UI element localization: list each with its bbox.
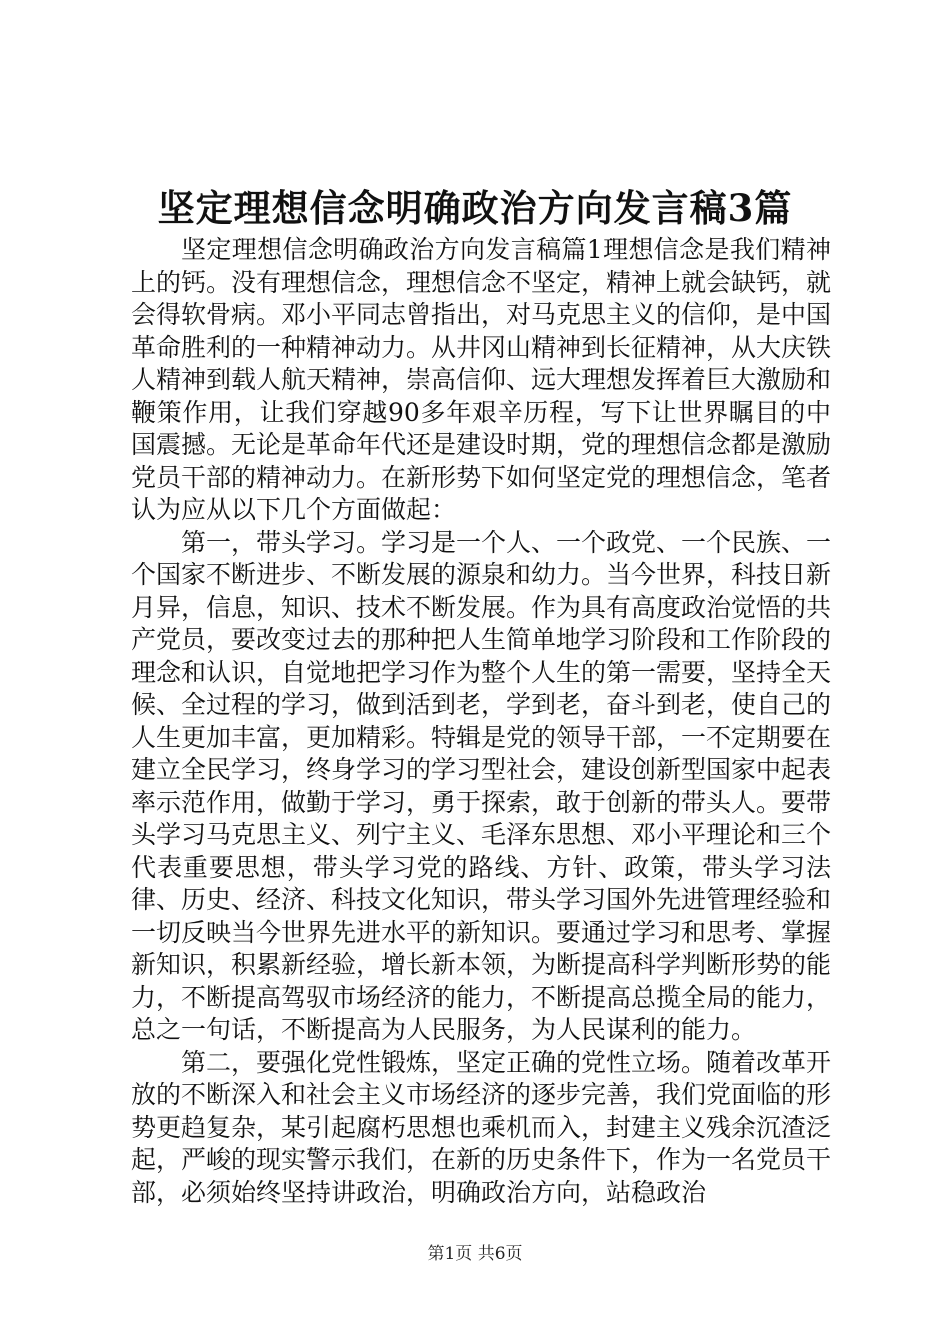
paragraph-second-point: 第二，要强化党性锻炼，坚定正确的党性立场。随着改革开放的不断深入和社会主义市场经济的逐步完善，我们党面临的形势更趋复杂，某引起腐朽思想也乘机而入，封建主义残余沉渣泛起，严峻的现实警示我们，在新的历史条件下，作为一名党员干部，必须始终坚持讲政治，明确政治方向，站稳政治	[131, 1047, 832, 1207]
paragraph-first-point: 第一，带头学习。学习是一个人、一个政党、一个民族、一个国家不断进步、不断发展的源泉和幼力。当今世界，科技日新月异，信息，知识、技术不断发展。作为具有高度政治觉悟的共产党员，要改变过去的那种把人生简单地学习阶段和工作阶段的理念和认识，自觉地把学习作为整个人生的第一需要，坚持全天候、全过程的学习，做到活到老，学到老，奋斗到老，使自己的人生更加丰富，更加精彩。特辑是党的领导干部，一不定期要在建立全民学习，终身学习的学习型社会，建设创新型国家中起表率示范作用，做勤于学习，勇于探索，敢于创新的带头人。要带头学习马克思主义、列宁主义、毛泽东思想、邓小平理论和三个代表重要思想，带头学习党的路线、方针、政策，带头学习法律、历史、经济、科技文化知识，带头学习国外先进管理经验和一切反映当今世界先进水平的新知识。要通过学习和思考、掌握新知识，积累新经验，增长新本领，为断提高科学判断形势的能力，不断提高驾驭市场经济的能力，不断提高总揽全局的能力，总之一句话，不断提高为人民服务，为人民谋利的能力。	[131, 527, 832, 1044]
document-title: 坚定理想信念明确政治方向发言稿3篇	[157, 186, 793, 230]
page-footer: 第1页 共6页	[427, 1244, 523, 1264]
document-body	[131, 234, 831, 1209]
paragraph-intro: 坚定理想信念明确政治方向发言稿篇1理想信念是我们精神上的钙。没有理想信念，理想信念不坚定，精神上就会缺钙，就会得软骨病。邓小平同志曾指出，对马克思主义的信仰，是中国革命胜利的一种精神动力。从井冈山精神到长征精神，从大庆铁人精神到载人航天精神，崇高信仰、远大理想发挥着巨大激励和鞭策作用，让我们穿越90多年艰辛历程，写下让世界瞩目的中国震撼。无论是革命年代还是建设时期，党的理想信念都是激励党员干部的精神动力。在新形势下如何坚定党的理想信念，笔者认为应从以下几个方面做起：	[131, 235, 832, 524]
